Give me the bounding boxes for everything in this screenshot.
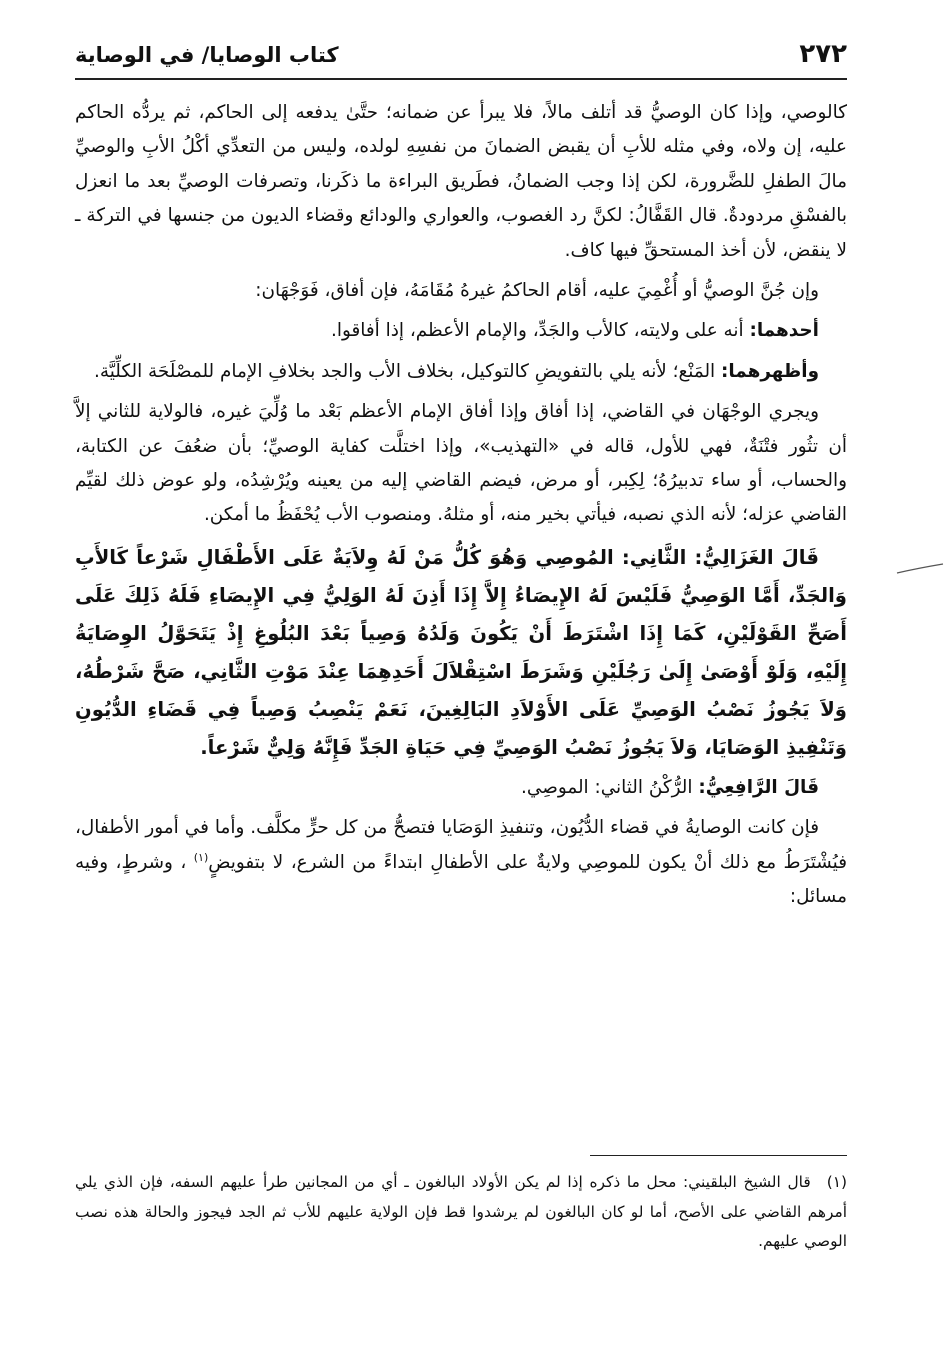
paragraph-3: أحدهما: أنه على ولايته، كالأب والجَدِّ، والإمام الأعظم، إذا أفاقوا. bbox=[331, 320, 819, 342]
paragraph-4: وأظهرهما: المَنْع؛ لأنه يلي بالتفويضِ كالتوكيل، بخلاف الأب والجد بخلافِ الإمام للمصْلَحَة الكلِّيَّة. bbox=[94, 360, 819, 382]
margin-pencil-mark bbox=[895, 562, 945, 576]
paragraph-rafii: قَالَ الرَّافِعِيُّ: الرُّكْنُ الثاني: الموصِي. bbox=[521, 776, 819, 798]
paragraph-lead: قَالَ الرَّافِعِيُّ: bbox=[698, 776, 819, 798]
running-head: كتاب الوصايا/ في الوصاية bbox=[75, 43, 339, 67]
footnote-marker: (١) bbox=[826, 1173, 847, 1191]
page-number: ٢٧٢ bbox=[799, 39, 847, 69]
main-text bbox=[75, 96, 847, 921]
header-rule bbox=[75, 78, 847, 80]
paragraph-5: ويجري الوجْهَان في القاضي، إذا أفاق وإذا أفاق الإمام الأعظم بَعْد ما وُلِّيَ غيره، فالولاية للثاني إلاَّ أن تثُور فتْنَةٌ، فهي للأول، قاله في «التهذيب»، وإذا اختلَّت كفاية الوصيِّ؛ بأن ضعُفَ عن الكتابة، والحساب، أو ساء تدبيرُهُ؛ لِكِبر، أو مرض، فيضم القاضي إليه من يعينه ويُرْشِدُه، ولو عوض ذلك لقيِّم القاضي عزله؛ لأنه الذي نصبه، فيأتي بخير منه، أو مثلهُ. ومنصوب الأب يُحْفَظُ ما أمكن. bbox=[75, 401, 847, 526]
paragraph-lead: أحدهما: bbox=[749, 320, 819, 342]
paragraph-lead: وأظهرهما: bbox=[721, 360, 819, 382]
paragraph-2: وإن جُنَّ الوصيُّ أو أُغْمِيَ عليه، أقام الحاكمُ غيرهُ مُقَامَهُ، فإن أفاق، فَوَجْهَان: bbox=[255, 280, 819, 302]
footnotes bbox=[75, 1168, 847, 1257]
paragraph-lead: قَالَ الغَزَالِيُّ: bbox=[694, 545, 819, 569]
paragraph-8: فإن كانت الوصايةُ في قضاء الدُّيُون، وتنفيذِ الوَصَايا فتصحُّ من كل حرٍّ مكلَّف. وأما في أمور الأطفال، فيُشْتَرَطُ مع ذلك أنْ يكون للموصِي ولايةٌ على الأطفالِ ابتداءً من الشرع، لا بتفويضٍ$^{(١)}$ ، وشرطٍ، وفيه مسائل: bbox=[75, 817, 848, 908]
quote-ghazali: قَالَ الغَزَالِيُّ: الثَّانِي: المُوصِي وَهُوَ كُلُّ مَنْ لَهُ وِلاَيَةٌ عَلَى الأَطْفَالِ شَرْعاً كَالأَبِ وَالجَدِّ، أَمَّا الوَصِيُّ فَلَيْسَ لَهُ الإِيصَاءُ إِلاَّ إِذَا أَذِنَ لَهُ الوَلِيُّ فِي الإِيصَاءِ فَلَهُ ذَلِكَ عَلَى أَصَحِّ القَوْلَيْنِ، كَمَا إِذَا اشْتَرَطَ أَنْ يَكُونَ وَلَدُهُ وَصِياً بَعْدَ البُلُوغِ إِذْ يَتَحَوَّلُ الوِصَايَةُ إِلَيْهِ، وَلَوْ أَوْصَىٰ إِلَىٰ رَجُلَيْنِ وَشَرَطَ اسْتِقْلاَلَ أَحَدِهِمَا عِنْدَ مَوْتِ الثَّانِي، صَحَّ شَرْطُهُ، وَلاَ يَجُوزُ نَصْبُ الوَصِيِّ عَلَى الأَوْلاَدِ البَالِغِينَ، نَعَمْ يَنْصِبُ وَصِياً فِي قَضَاءِ الدُّيُونِ وَتَنْفِيذِ الوَصَايَا، وَلاَ يَجُوزُ نَصْبُ الوَصِيِّ فِي حَيَاةِ الجَدِّ فَإِنَّهُ وَلِيٌّ شَرْعاً. bbox=[75, 545, 847, 759]
footnote-rule bbox=[590, 1155, 847, 1156]
footnote-reference[interactable]: (١) bbox=[193, 850, 209, 864]
footnote-1: (١)قال الشيخ البلقيني: محل ما ذكره إذا لم يكن الأولاد البالغون ـ أي من المجانين طرأ عليهم السفه، فإن الذي يلي أمرهم القاضي على الأصح، أما لو كان البالغون لم يرشدوا قط فإن الولاية عليهم للأب ثم الجد فيجوز والحالة هذه نصب الوصي عليهم. bbox=[75, 1168, 847, 1257]
paragraph-1: كالوصي، وإذا كان الوصيُّ قد أتلف مالاً، فلا يبرأ عن ضمانه؛ حتَّىٰ يدفعه إلى الحاكم، ثم يردُّه الحاكم عليه، إن ولاه، وفي مثله للأبِ أن يقبض الضمانَ من نفسِهِ لولده، وليس من التعدِّي أكْلُ الأبِ والوصيِّ مالَ الطفلِ للضَّرورة، لكن إذا وجب الضمانُ، فطَريق البراءة ما ذكَرنا، وتصرفات الوصيِّ بعد ما انعزل بالفسْقِ مردودةٌ. قال القَفَّالُ: لكنَّ رد الغصوب، والعواري والودائع وقضاء الديون من جنسها في التركة ـ لا ينقض، لأن أخذ المستحقِّ فيها كاف. bbox=[75, 102, 847, 261]
page-header bbox=[75, 36, 847, 76]
